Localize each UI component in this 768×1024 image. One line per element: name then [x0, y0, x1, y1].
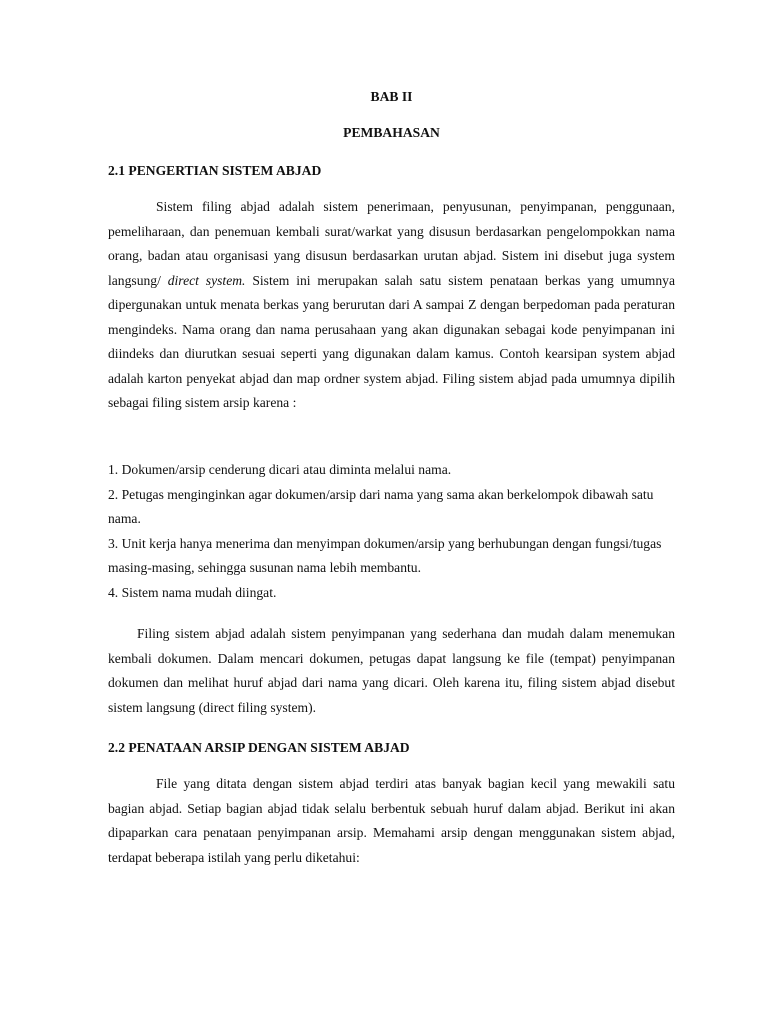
list-item: 3. Unit kerja hanya menerima dan menyimpan dokumen/arsip yang berhubungan dengan fungsi/tugas masing-masing, sehingga susunan nama lebih membantu.: [108, 535, 662, 575]
section-heading-2-2: 2.2 PENATAAN ARSIP DENGAN SISTEM ABJAD: [108, 740, 410, 755]
paragraph-italic-term: direct system.: [167, 272, 246, 288]
paragraph-text-start: Sistem filing abjad adalah sistem penerimaan, penyusunan, penyimpanan, penggunaan, pemeliharaan, dan penemuan kembali surat/warkat yang disusun berdasarkan pengelompokkan nama orang, badan atau organisasi yang disusun berdasarkan urutan abjad. Sistem ini disebut juga system langsung/: [108, 199, 675, 288]
section-2-2-paragraph-1: File yang ditata dengan sistem abjad terdiri atas banyak bagian kecil yang mewakili satu bagian abjad. Setiap bagian abjad tidak selalu berbentuk sebuah huruf dalam abjad. Berikut ini akan dipaparkan cara penataan penyimpanan arsip. Memahami arsip dengan menggunakan sistem abjad, terdapat beberapa istilah yang perlu diketahui:: [108, 776, 675, 865]
section-heading-2-1: 2.1 PENGERTIAN SISTEM ABJAD: [108, 163, 322, 178]
list-item: 4. Sistem nama mudah diingat.: [108, 584, 277, 600]
reasons-list: [108, 458, 675, 605]
chapter-number: BAB II: [370, 89, 413, 104]
section-2-1-paragraph-2: Filing sistem abjad adalah sistem penyimpanan yang sederhana dan mudah dalam menemukan kembali dokumen. Dalam mencari dokumen, petugas dapat langsung ke file (tempat) penyimpanan dokumen dan melihat huruf abjad dari nama yang dicari. Oleh karena itu, filing sistem abjad disebut sistem langsung (direct filing system).: [108, 626, 675, 715]
chapter-title: PEMBAHASAN: [343, 125, 440, 140]
list-item: 1. Dokumen/arsip cenderung dicari atau diminta melalui nama.: [108, 462, 452, 477]
section-2-1-paragraph-1: [108, 195, 675, 416]
paragraph-text-end: Sistem ini merupakan salah satu sistem penataan berkas yang umumnya dipergunakan untuk menata berkas yang berurutan dari A sampai Z dengan berpedoman pada peraturan mengindeks. Nama orang dan nama perusahaan yang akan digunakan sebagai kode penyimpanan ini diindeks dan diurutkan sesuai seperti yang digunakan dalam kamus. Contoh kearsipan system abjad adalah karton penyekat abjad dan map ordner system abjad. Filing sistem abjad pada umumnya dipilih sebagai filing sistem arsip karena :: [108, 272, 675, 410]
list-item: 2. Petugas menginginkan agar dokumen/arsip dari nama yang sama akan berkelompok dibawah satu nama.: [108, 486, 654, 526]
